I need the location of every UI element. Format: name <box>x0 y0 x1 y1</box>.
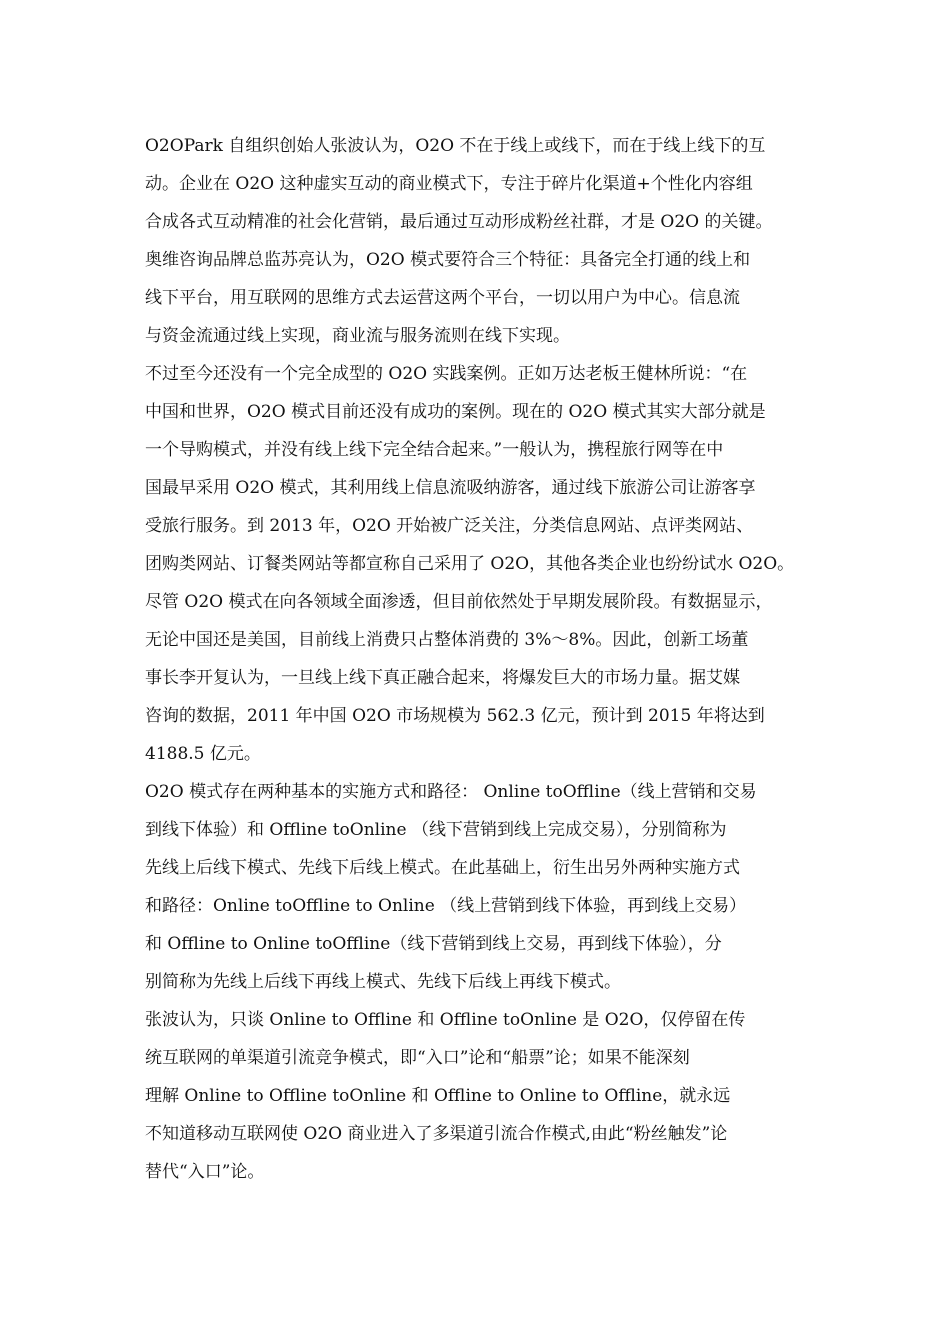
text-line: 不知道移动互联网使 O2O 商业进入了多渠道引流合作模式,由此“粉丝触发”论 <box>145 1124 728 1144</box>
text-line: 与资金流通过线上实现，商业流与服务流则在线下实现。 <box>145 326 570 346</box>
paragraph-4 <box>145 583 825 773</box>
text-line: 和 Offline to Online toOffline（线下营销到线上交易，再到线下体验），分 <box>145 934 722 954</box>
paragraph-6 <box>145 1001 825 1191</box>
document-body <box>145 127 825 1191</box>
text-line: O2O 模式存在两种基本的实施方式和路径： Online toOffline（线上营销和交易 <box>145 782 757 802</box>
paragraph-1 <box>145 127 825 241</box>
text-line: 4188.5 亿元。 <box>145 744 261 764</box>
text-line: 合成各式互动精准的社会化营销，最后通过互动形成粉丝社群，才是 O2O 的关键。 <box>145 212 773 232</box>
text-line: 一个导购模式，并没有线上线下完全结合起来。”一般认为，携程旅行网等在中 <box>145 440 724 460</box>
text-line: 和路径：Online toOffline to Online （线上营销到线下体验，再到线上交易） <box>145 896 747 916</box>
text-line: 受旅行服务。到 2013 年，O2O 开始被广泛关注，分类信息网站、点评类网站、 <box>145 516 754 536</box>
text-line: 动。企业在 O2O 这种虚实互动的商业模式下，专注于碎片化渠道+个性化内容组 <box>145 174 753 194</box>
text-line: 别简称为先线上后线下再线上模式、先线下后线上再线下模式。 <box>145 972 621 992</box>
text-line: 无论中国还是美国，目前线上消费只占整体消费的 3%～8%。因此，创新工场董 <box>145 630 749 650</box>
paragraph-3 <box>145 355 825 583</box>
text-line: 事长李开复认为，一旦线上线下真正融合起来，将爆发巨大的市场力量。据艾媒 <box>145 668 740 688</box>
text-line: O2OPark 自组织创始人张波认为，O2O 不在于线上或线下，而在于线上线下的互 <box>145 136 766 156</box>
text-line: 尽管 O2O 模式在向各领域全面渗透，但目前依然处于早期发展阶段。有数据显示， <box>145 592 773 612</box>
paragraph-5 <box>145 773 825 1001</box>
text-line: 团购类网站、订餐类网站等都宣称自己采用了 O2O，其他各类企业也纷纷试水 O2O。 <box>145 554 795 574</box>
text-line: 替代“入口”论。 <box>145 1162 265 1182</box>
text-line: 线下平台，用互联网的思维方式去运营这两个平台，一切以用户为中心。信息流 <box>145 288 740 308</box>
text-line: 中国和世界，O2O 模式目前还没有成功的案例。现在的 O2O 模式其实大部分就是 <box>145 402 766 422</box>
text-line: 奥维咨询品牌总监苏亮认为，O2O 模式要符合三个特征：具备完全打通的线上和 <box>145 250 751 270</box>
text-line: 统互联网的单渠道引流竞争模式，即“入口”论和“船票”论；如果不能深刻 <box>145 1048 690 1068</box>
text-line: 张波认为，只谈 Online to Offline 和 Offline toOnline 是 O2O，仅停留在传 <box>145 1010 746 1030</box>
text-line: 国最早采用 O2O 模式，其利用线上信息流吸纳游客，通过线下旅游公司让游客享 <box>145 478 756 498</box>
text-line: 到线下体验）和 Offline toOnline （线下营销到线上完成交易），分别简称为 <box>145 820 727 840</box>
text-line: 不过至今还没有一个完全成型的 O2O 实践案例。正如万达老板王健林所说：“在 <box>145 364 748 384</box>
text-line: 理解 Online to Offline toOnline 和 Offline to Online to Offline，就永远 <box>145 1086 731 1106</box>
text-line: 先线上后线下模式、先线下后线上模式。在此基础上，衍生出另外两种实施方式 <box>145 858 740 878</box>
text-line: 咨询的数据，2011 年中国 O2O 市场规模为 562.3 亿元，预计到 2015 年将达到 <box>145 706 765 726</box>
paragraph-2 <box>145 241 825 355</box>
